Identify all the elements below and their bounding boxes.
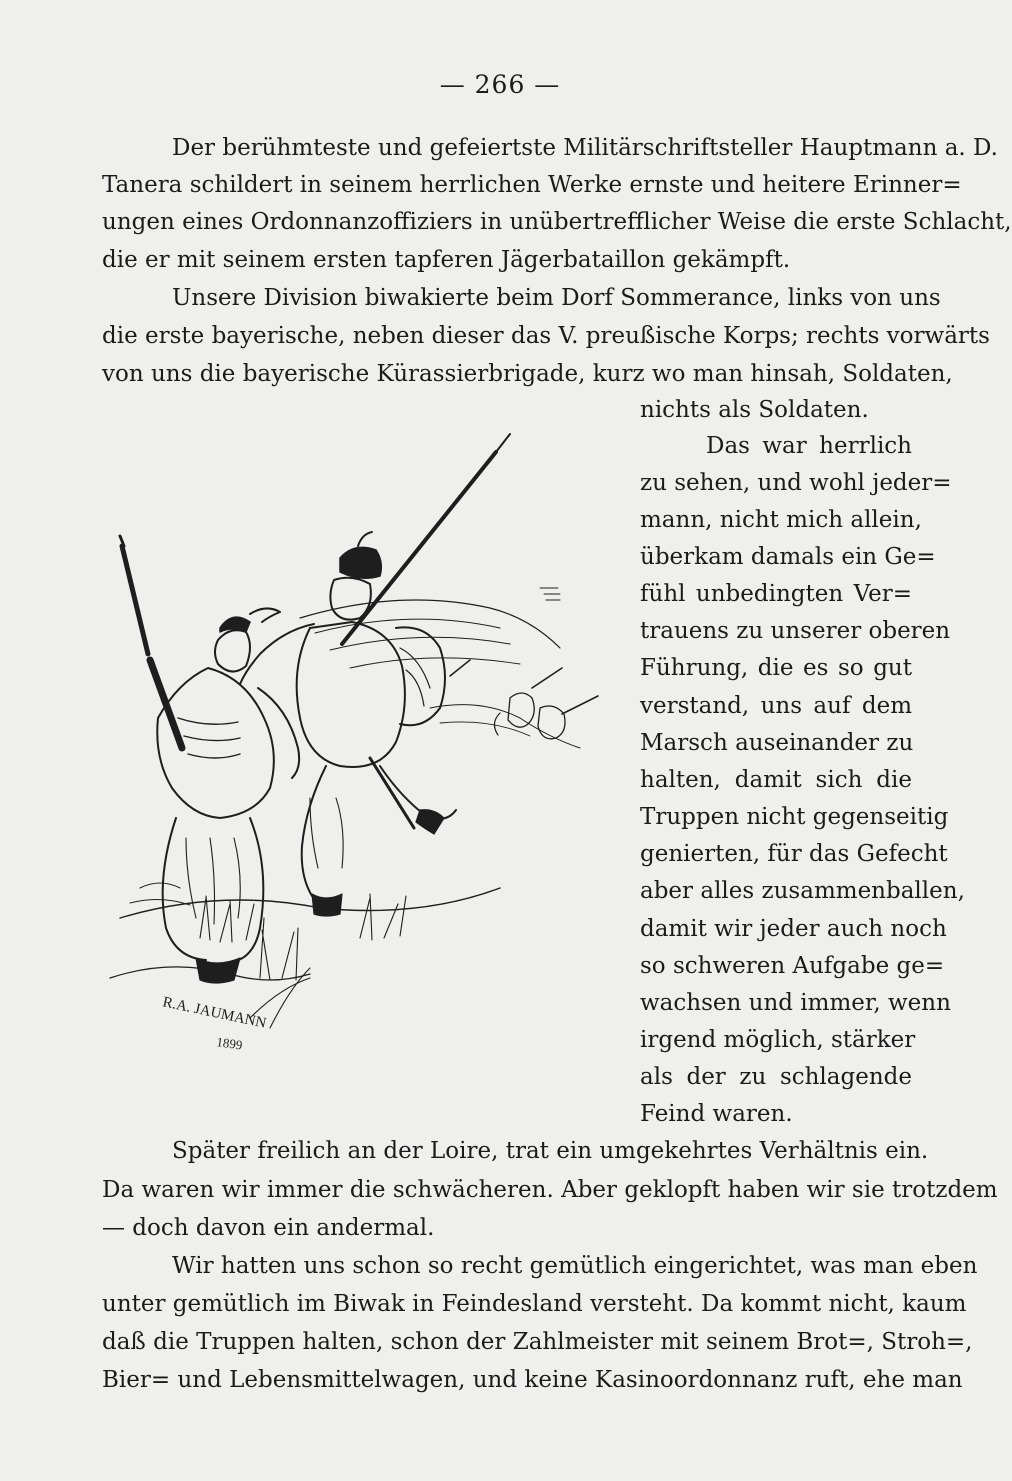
text-line: — doch davon ein andermal. — [102, 1215, 435, 1241]
column-line: halten, damit sich die — [640, 767, 912, 793]
text-line: Tanera schildert in seinem herrlichen Werke ernste und heitere Erinner= — [102, 172, 962, 198]
text-line: Später freilich an der Loire, trat ein umgekehrtes Verhältnis ein. — [172, 1138, 929, 1164]
text-line: Bier= und Lebensmittelwagen, und keine Kasinoordonnanz ruft, ehe man — [102, 1367, 963, 1393]
column-line: irgend möglich, stärker — [640, 1027, 916, 1053]
column-line: verstand, uns auf dem — [640, 693, 912, 719]
column-line: zu sehen, und wohl jeder= — [640, 470, 952, 496]
text-line: ungen eines Ordonnanzoffiziers in unübertrefflicher Weise die erste Schlacht, — [102, 209, 1012, 235]
text-line: nichts als Soldaten. — [640, 397, 869, 423]
column-line: Feind waren. — [640, 1101, 793, 1127]
column-line: so schweren Aufgabe ge= — [640, 953, 945, 979]
column-line: als der zu schlagende — [640, 1064, 912, 1090]
column-line: Truppen nicht gegenseitig — [640, 804, 949, 830]
battle-illustration — [100, 418, 630, 1070]
page-number: — 266 — — [439, 70, 561, 99]
column-line: Das war herrlich — [706, 433, 912, 459]
column-line: Marsch auseinander zu — [640, 730, 914, 756]
signature-year: 1899 — [215, 1034, 244, 1053]
engraving-figure — [100, 418, 630, 1070]
column-line: mann, nicht mich allein, — [640, 507, 922, 533]
text-line: unter gemütlich im Biwak in Feindesland versteht. Da kommt nicht, kaum — [102, 1291, 967, 1317]
text-line: die er mit seinem ersten tapferen Jägerbataillon gekämpft. — [102, 247, 791, 273]
text-line: von uns die bayerische Kürassierbrigade, kurz wo man hinsah, Soldaten, — [102, 361, 953, 387]
column-line: aber alles zusammenballen, — [640, 878, 965, 904]
text-line: Der berühmteste und gefeiertste Militärschriftsteller Hauptmann a. D. — [172, 135, 998, 161]
column-line: überkam damals ein Ge= — [640, 544, 936, 570]
column-line: trauens zu unserer oberen — [640, 618, 951, 644]
text-line: die erste bayerische, neben dieser das V. preußische Korps; rechts vorwärts — [102, 323, 990, 349]
column-line: genierten, für das Gefecht — [640, 841, 948, 867]
text-line: daß die Truppen halten, schon der Zahlmeister mit seinem Brot=, Stroh=, — [102, 1329, 973, 1355]
signature-text: R.A. JAUMANN — [161, 994, 268, 1032]
text-line: Unsere Division biwakierte beim Dorf Sommerance, links von uns — [172, 285, 941, 311]
column-line: Führung, die es so gut — [640, 655, 912, 681]
artist-signature — [161, 994, 268, 1052]
text-line: Wir hatten uns schon so recht gemütlich eingerichtet, was man eben — [172, 1253, 978, 1279]
column-line: fühl unbedingten Ver= — [640, 581, 912, 607]
text-line: Da waren wir immer die schwächeren. Aber geklopft haben wir sie trotzdem — [102, 1177, 998, 1203]
column-line: wachsen und immer, wenn — [640, 990, 951, 1016]
column-line: damit wir jeder auch noch — [640, 916, 947, 942]
